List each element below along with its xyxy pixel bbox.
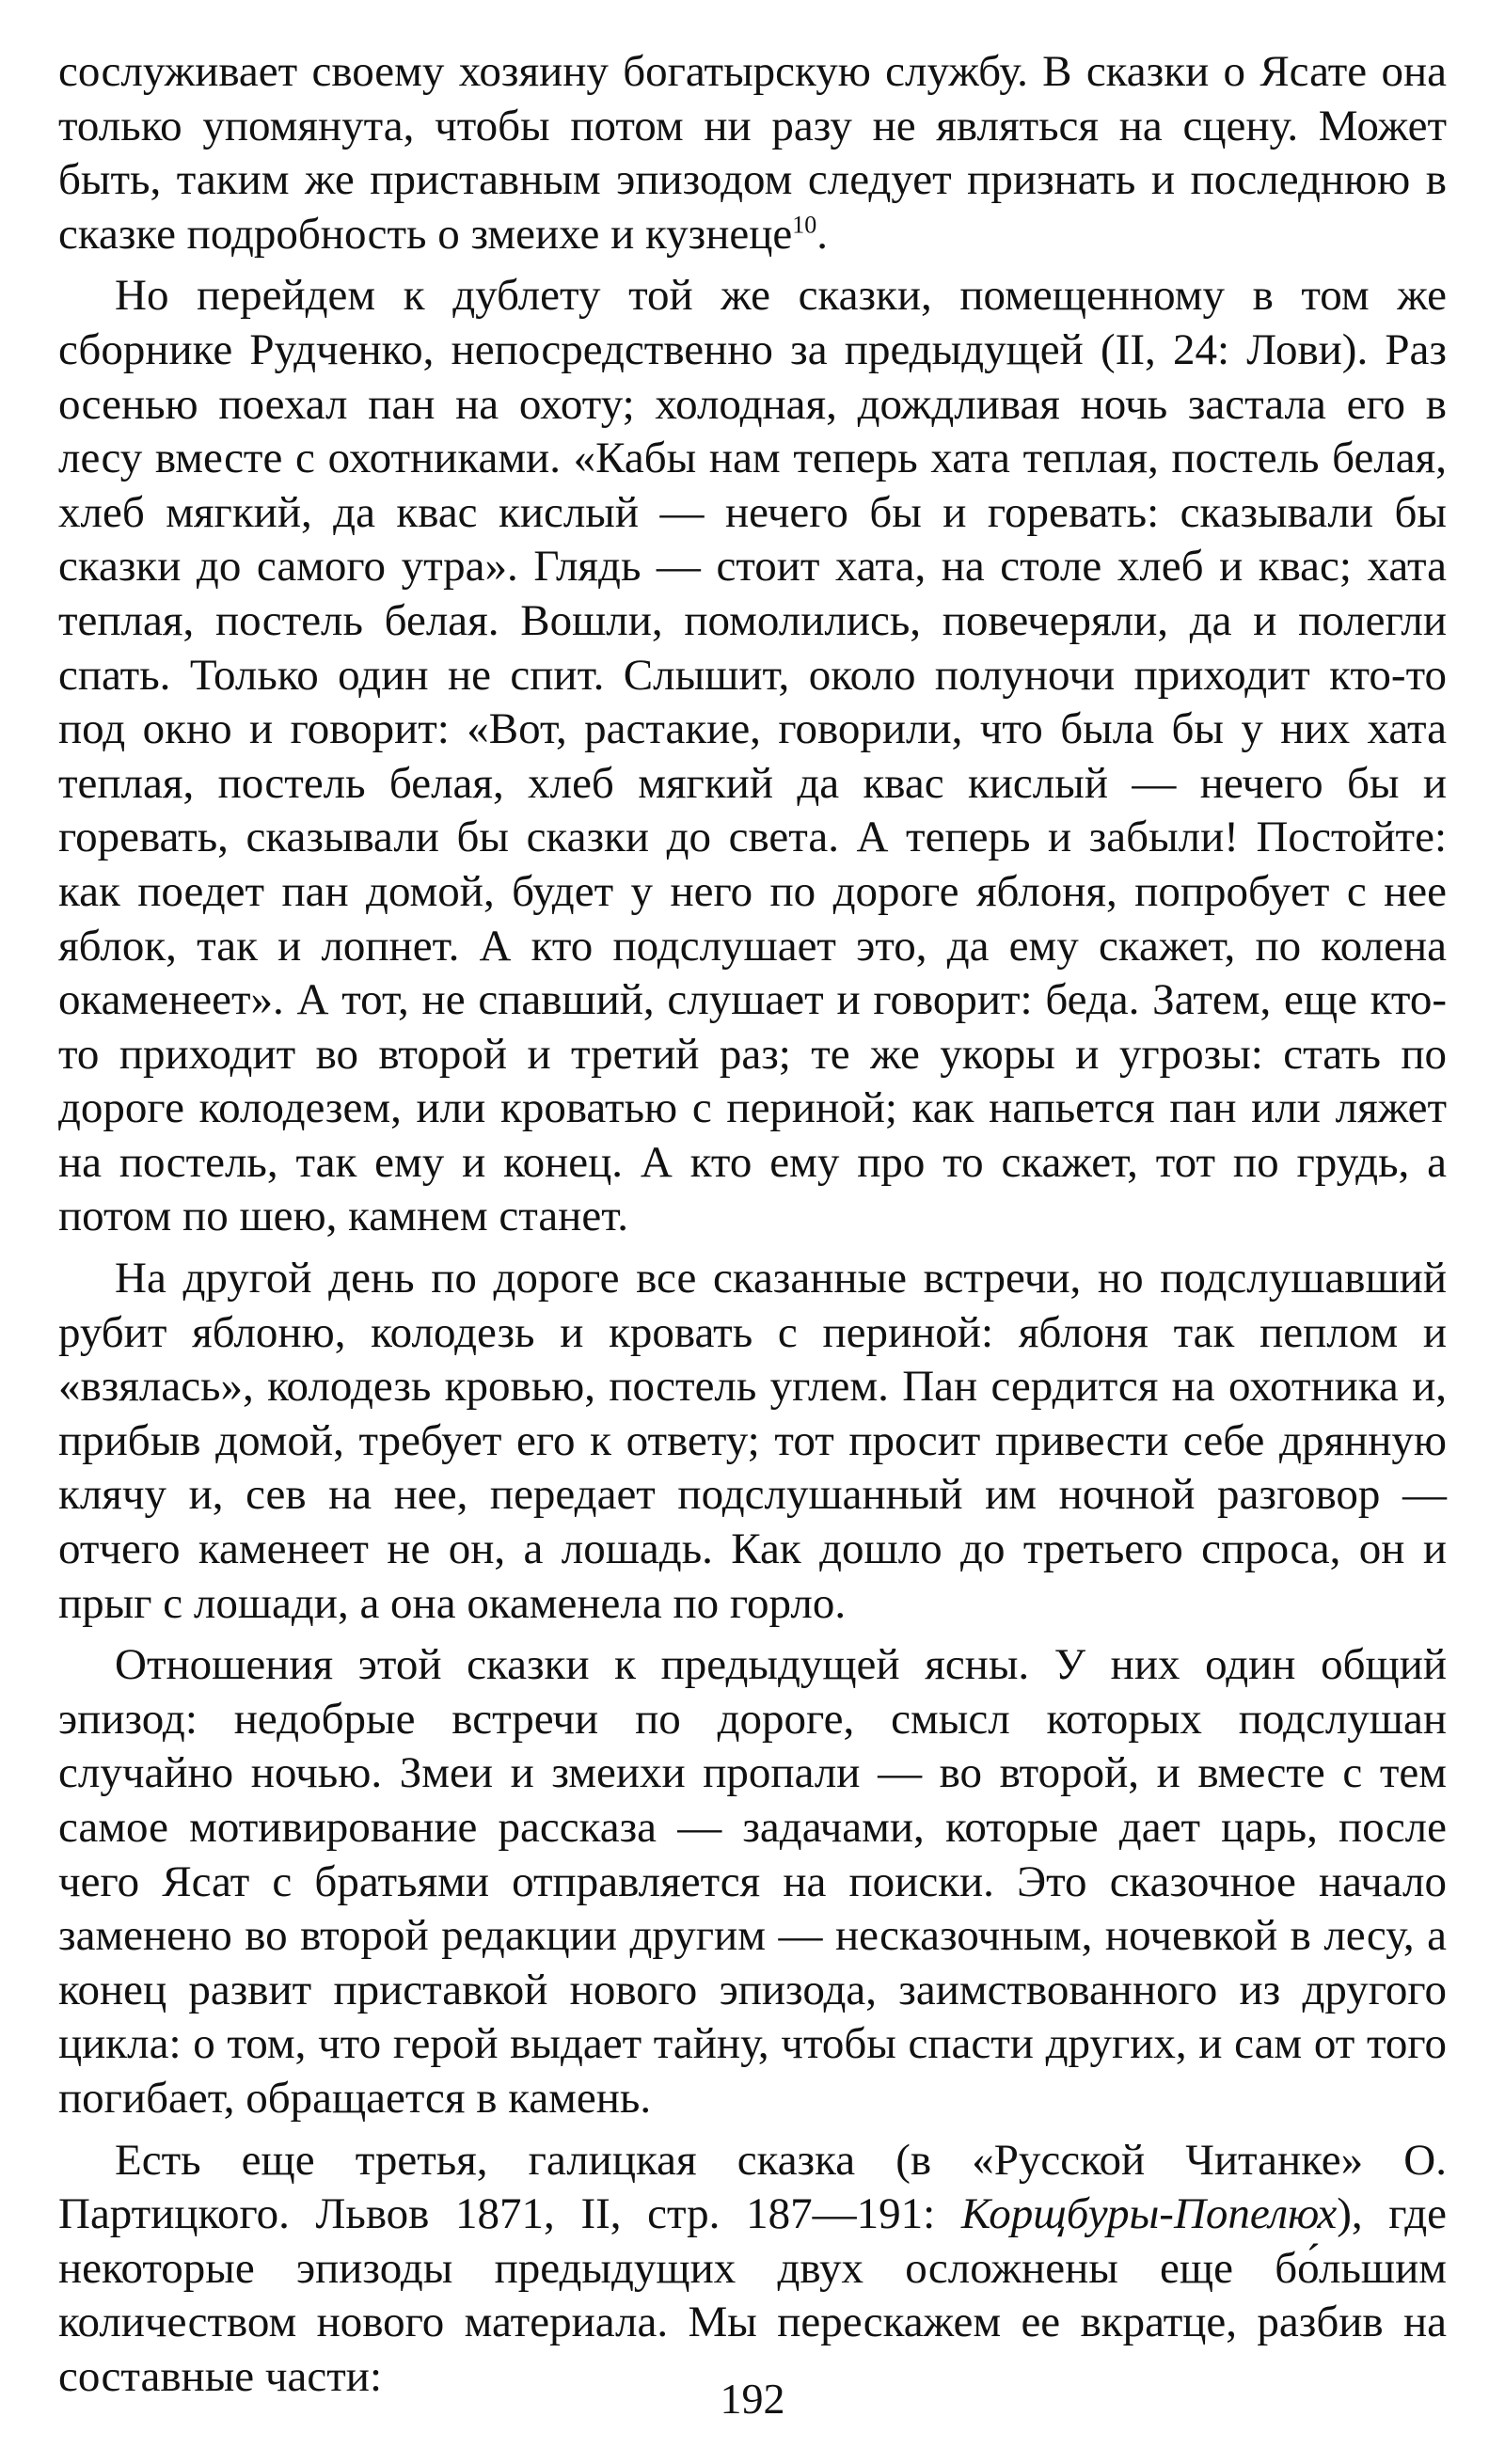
footnote-marker: 10 bbox=[792, 211, 817, 239]
paragraph-1 bbox=[58, 45, 1447, 261]
paragraph-5-start: Есть еще третья, галицкая сказка (в «Русской Читанке» О. Партицкого. Львов 1871, II, стр. 187—191: bbox=[58, 2135, 1447, 2239]
page-number: 192 bbox=[720, 2375, 785, 2423]
page-text bbox=[58, 45, 1447, 2412]
paragraph-1-text: сослуживает своему хозяину богатырскую службу. В сказки о Ясате она только упомянута, чтобы потом ни разу не являться на сцену. Может быть, таким же приставным эпизодом следует признать и последнюю в сказке подробность о змеихе и кузнеце bbox=[58, 47, 1447, 259]
italic-title: Корщбуры-Попелюх bbox=[960, 2189, 1338, 2239]
paragraph-2: Но перейдем к дублету той же сказки, помещенному в том же сборнике Рудченко, непосредственно за предыдущей (II, 24: Лови). Раз осенью поехал пан на охоту; холодная, дождливая ночь застала его в лесу вместе с охотниками. «Кабы нам теперь хата теплая, постель белая, хлеб мягкий, да квас кислый — нечего бы и горевать: сказывали бы сказки до самого утра». Глядь — стоит хата, на столе хлеб и квас; хата теплая, постель белая. Вошли, помолились, повечеряли, да и полегли спать. Только один не спит. Слышит, около полуночи приходит кто-то под окно и говорит: «Вот, растакие, говорили, что была бы у них хата теплая, постель белая, хлеб мягкий да квас кислый — нечего бы и горевать, сказывали бы сказки до света. А теперь и забыли! Постойте: как поедет пан домой, будет у него по дороге яблоня, попробует с нее яблок, так и лопнет. А кто подслушает это, да ему скажет, по колена окаменеет». А тот, не спавший, слушает и говорит: беда. Затем, еще кто-то приходит во второй и третий раз; те же укоры и угрозы: стать по дороге колодезем, или кроватью с периной; как напьется пан или ляжет на постель, так ему и конец. А кто ему про то скажет, тот по грудь, а потом по шею, камнем станет. bbox=[58, 271, 1447, 1241]
paragraph-4: Отношения этой сказки к предыдущей ясны. У них один общий эпизод: недобрые встречи по дороге, смысл которых подслушан случайно ночью. Змеи и змеихи пропали — во второй, и вместе с тем самое мотивирование рассказа — задачами, которые дает царь, после чего Ясат с братьями отправляется на поиски. Это сказочное начало заменено во второй редакции другим — несказочным, ночевкой в лесу, а конец развит приставкой нового эпизода, заимствованного из другого цикла: о том, что герой выдает тайну, чтобы спасти других, и сам от того погибает, обращается в камень. bbox=[58, 1640, 1447, 2123]
paragraph-5 bbox=[58, 2134, 1447, 2405]
paragraph-5-end: ), где некоторые эпизоды предыдущих двух осложнены еще бо́льшим количеством нового материала. Мы перескажем ее вкратце, разбив на составные части: bbox=[58, 2189, 1447, 2401]
paragraph-1-end: . bbox=[816, 209, 828, 259]
paragraph-3: На другой день по дороге все сказанные встречи, но подслушавший рубит яблоню, колодезь и кровать с периной: яблоня так пеплом и «взялась», колодезь кровью, постель углем. Пан сердится на охотника и, прибыв домой, требует его к ответу; тот просит привести себе дрянную клячу и, сев на нее, передает подслушанный им ночной разговор — отчего каменеет не он, а лошадь. Как дошло до третьего спроса, он и прыг с лошади, а она окаменела по горло. bbox=[58, 1254, 1447, 1628]
